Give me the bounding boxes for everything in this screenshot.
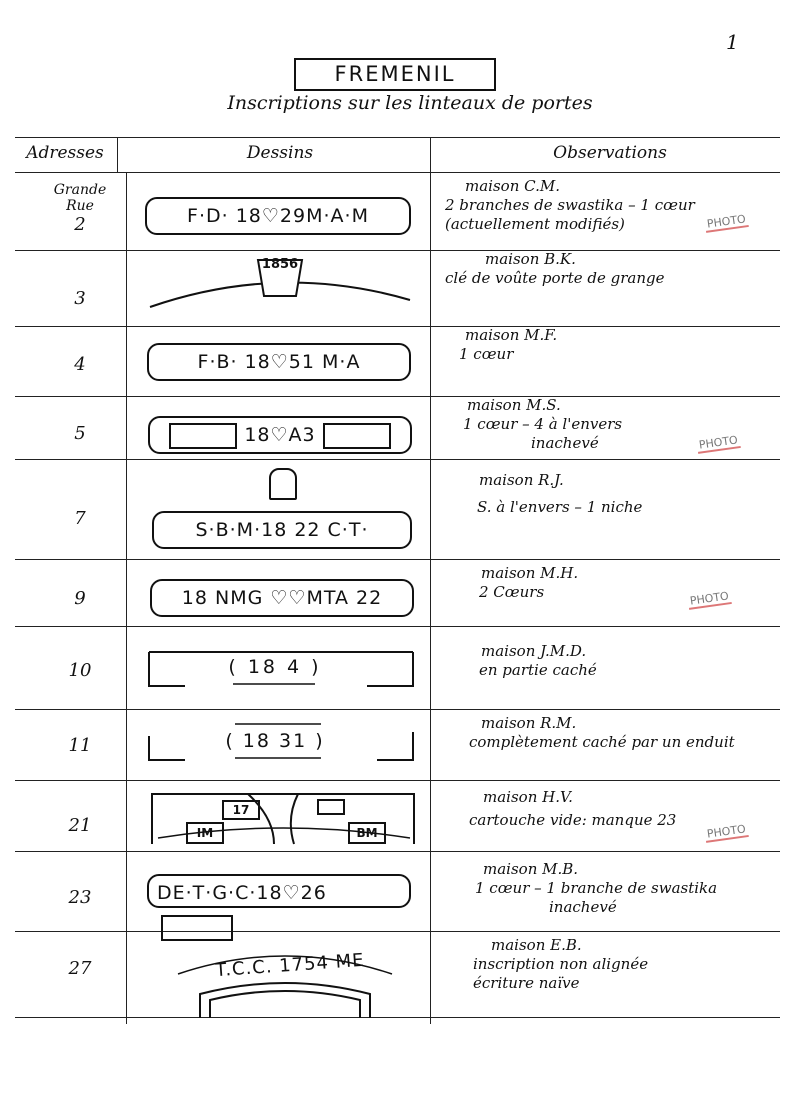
row-rule bbox=[15, 459, 780, 460]
empty-panel bbox=[161, 915, 233, 941]
cartouche-initials-right: BM bbox=[348, 822, 386, 844]
observation-line: maison H.V. bbox=[483, 788, 573, 806]
observation-line: (actuellement modifiés) bbox=[445, 215, 625, 233]
observation-line: écriture naïve bbox=[473, 974, 580, 992]
empty-panel bbox=[169, 423, 237, 449]
lintel-cartouche: S·B·M·18 22 C·T· bbox=[152, 511, 412, 549]
column-header-observations: Observations bbox=[553, 143, 667, 163]
observation-line: maison C.M. bbox=[465, 177, 560, 195]
column-header-address: Adresses bbox=[26, 143, 104, 163]
address-number: 11 bbox=[68, 735, 92, 756]
lintel-cartouche: F·B· 18♡51 M·A bbox=[147, 343, 411, 381]
observation-line: 1 cœur – 4 à l'envers bbox=[463, 415, 623, 433]
column-header-drawings: Dessins bbox=[246, 143, 314, 163]
table-top-rule bbox=[15, 137, 780, 138]
photo-stamp: PHOTO bbox=[696, 433, 741, 454]
observation-line: 1 cœur – 1 branche de swastika bbox=[475, 879, 718, 897]
row-rule bbox=[15, 709, 780, 710]
address-number: 21 bbox=[68, 815, 92, 836]
observation-entry bbox=[445, 936, 785, 993]
lintel-text: T.C.C. 1754 ME bbox=[214, 949, 366, 982]
observation-line: maison B.K. bbox=[485, 250, 576, 268]
lintel-text: ( 18 31 ) bbox=[225, 730, 325, 752]
photo-stamp: PHOTO bbox=[704, 212, 749, 233]
lintel-text: ( 18 4 ) bbox=[228, 656, 322, 678]
observation-entry bbox=[445, 564, 785, 602]
observation-entry bbox=[445, 471, 785, 517]
page-subtitle: Inscriptions sur les linteaux de portes bbox=[227, 92, 593, 114]
observation-line: maison R.J. bbox=[479, 471, 564, 489]
cartouche-year: 17 bbox=[222, 800, 260, 820]
row-rule bbox=[15, 559, 780, 560]
observation-line: maison M.B. bbox=[483, 860, 579, 878]
observation-entry bbox=[445, 860, 785, 917]
address-number: 9 bbox=[74, 588, 86, 609]
observation-line: cartouche vide: manque 23 bbox=[469, 811, 677, 829]
address-number: 5 bbox=[74, 423, 86, 444]
lintel-text: DE·T·G·C·18♡26 bbox=[157, 882, 327, 904]
niche-drawing bbox=[269, 468, 297, 500]
address-number: 27 bbox=[68, 958, 92, 979]
observation-line: en partie caché bbox=[479, 661, 597, 679]
address-number: 4 bbox=[74, 354, 86, 375]
keystone-date: 1856 bbox=[261, 257, 299, 272]
observation-line: 2 branches de swastika – 1 cœur bbox=[445, 196, 695, 214]
lintel-cartouche: 18 NMG ♡♡MTA 22 bbox=[150, 579, 414, 617]
observation-line: maison M.H. bbox=[481, 564, 579, 582]
observation-line: inachevé bbox=[531, 434, 599, 452]
lintel-text: 18♡A3 bbox=[244, 424, 316, 446]
column-divider bbox=[117, 137, 118, 173]
observation-line: S. à l'envers – 1 niche bbox=[477, 498, 643, 516]
photo-stamp: PHOTO bbox=[687, 589, 732, 610]
column-divider bbox=[126, 172, 127, 1024]
header-rule bbox=[15, 172, 780, 173]
observation-entry bbox=[445, 326, 785, 364]
column-divider bbox=[430, 137, 431, 1024]
lintel-cartouche bbox=[147, 874, 411, 908]
row-rule bbox=[15, 626, 780, 627]
lintel-cartouche: F·D· 18♡29M·A·M bbox=[145, 197, 411, 235]
street-name: Grande Rue bbox=[53, 182, 107, 214]
cartouche-initials-left: IM bbox=[186, 822, 224, 844]
observation-line: maison E.B. bbox=[491, 936, 582, 954]
address-number: 10 bbox=[68, 660, 92, 681]
observation-line: 1 cœur bbox=[459, 345, 514, 363]
observation-line: clé de voûte porte de grange bbox=[445, 269, 665, 287]
observation-line: inscription non alignée bbox=[473, 955, 649, 973]
observation-line: maison M.S. bbox=[467, 396, 561, 414]
row-rule bbox=[15, 780, 780, 781]
address-number: 7 bbox=[74, 508, 86, 529]
photo-stamp: PHOTO bbox=[704, 822, 749, 843]
address-number: 2 bbox=[74, 214, 86, 235]
observation-line: inachevé bbox=[549, 898, 617, 916]
row-rule bbox=[15, 931, 780, 932]
observation-line: 2 Cœurs bbox=[479, 583, 545, 601]
empty-panel bbox=[323, 423, 391, 449]
observation-line: maison M.F. bbox=[465, 326, 558, 344]
observation-entry bbox=[445, 642, 785, 680]
lintel-cartouche bbox=[148, 416, 412, 454]
row-rule bbox=[15, 851, 780, 852]
address-number: 23 bbox=[68, 887, 92, 908]
observation-line: complètement caché par un enduit bbox=[469, 733, 735, 751]
observation-entry bbox=[445, 714, 785, 752]
observation-entry bbox=[445, 250, 785, 288]
observation-line: maison J.M.D. bbox=[481, 642, 587, 660]
address-number: 3 bbox=[74, 288, 86, 309]
observation-line: maison R.M. bbox=[481, 714, 577, 732]
page-number: 1 bbox=[726, 30, 739, 54]
page-title: FREMENIL bbox=[294, 58, 496, 91]
